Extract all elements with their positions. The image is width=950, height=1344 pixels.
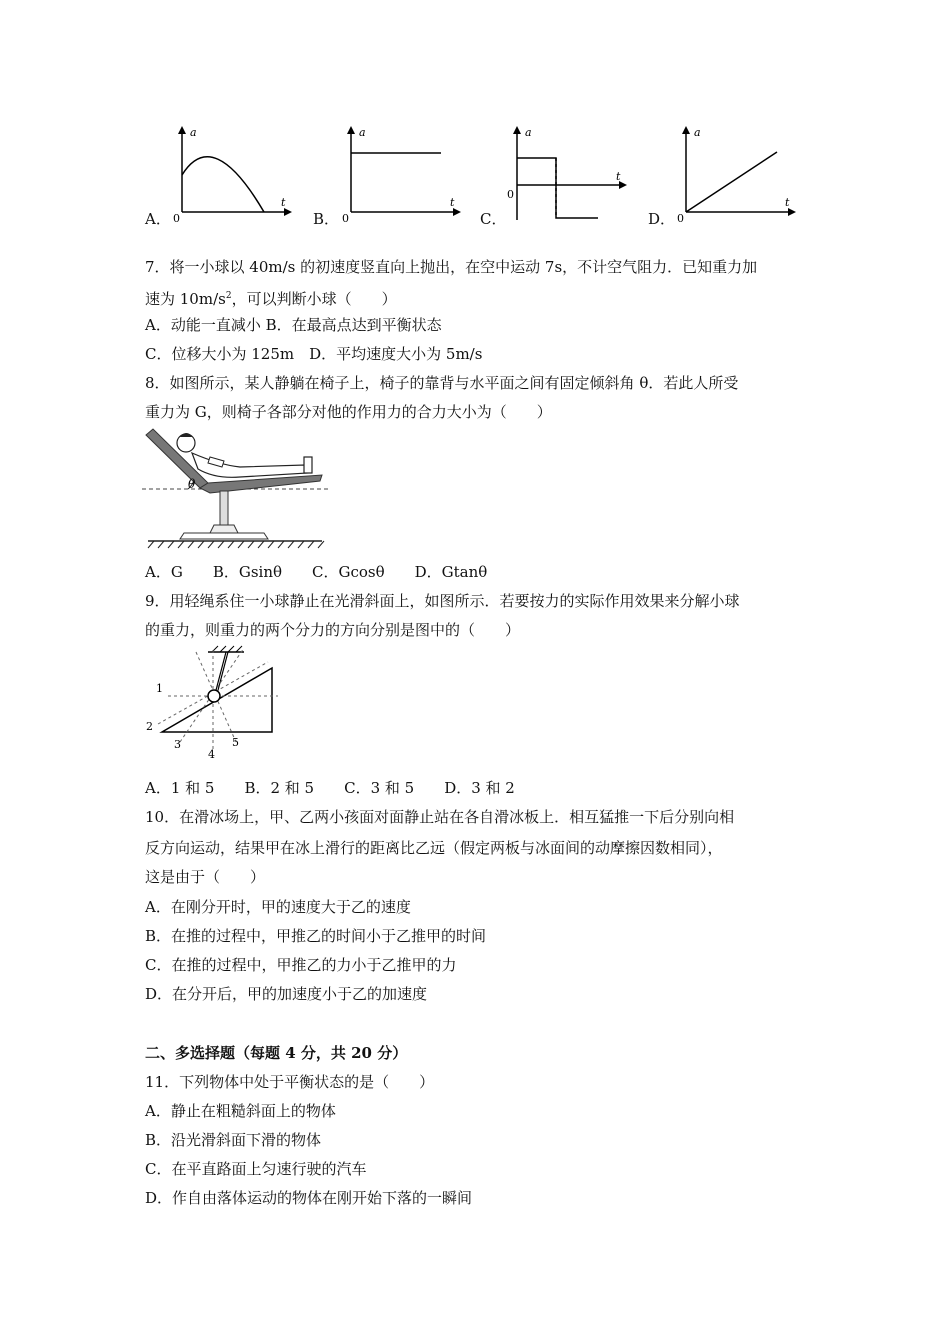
q7-stem-line1: 7．将一小球以 40m/s 的初速度竖直向上抛出，在空中运动 7s，不计空气阻力．已知重力加 [145, 258, 758, 276]
q6-graph-a [168, 120, 293, 225]
q6-d-origin-label: 0 [677, 212, 684, 225]
q10-option-d: D．在分开后，甲的加速度小于乙的加速度 [145, 985, 428, 1003]
q7-stem-line2b: ，可以判断小球（ ） [231, 290, 397, 308]
q6-b-axis-x-label: t [450, 196, 455, 209]
q10-stem-line3: 这是由于（ ） [145, 868, 266, 886]
q10-stem-line2: 反方向运动，结果甲在冰上滑行的距离比乙远（假定两板与冰面间的动摩擦因数相同）， [145, 839, 723, 857]
section2-heading: 二、多选择题（每题 4 分，共 20 分） [145, 1044, 408, 1062]
q9-stem-line2: 的重力，则重力的两个分力的方向分别是图中的（ ） [145, 621, 521, 639]
q6-b-axis-y-label: a [359, 126, 366, 139]
q10-stem-line1: 10．在滑冰场上，甲、乙两小孩面对面静止站在各自滑冰板上．相互猛推一下后分别向相 [145, 808, 735, 826]
q11-stem: 11．下列物体中处于平衡状态的是（ ） [145, 1073, 435, 1091]
q7-stem-line2 [145, 286, 397, 309]
q8-stem-line1: 8．如图所示，某人静躺在椅子上，椅子的靠背与水平面之间有固定倾斜角 θ．若此人所受 [145, 374, 739, 392]
q10-option-c: C．在推的过程中，甲推乙的力小于乙推甲的力 [145, 956, 457, 974]
q9-direction-label-3: 3 [174, 738, 181, 751]
q8-options: A．G B．Gsinθ C．Gcosθ D．Gtanθ [145, 563, 488, 581]
q6-graph-b [337, 120, 462, 225]
q11-option-c: C．在平直路面上匀速行驶的汽车 [145, 1160, 367, 1178]
q6-a-axis-x-label: t [281, 196, 286, 209]
q6-c-origin-label: 0 [507, 188, 514, 201]
q6-c-axis-x-label: t [616, 170, 621, 183]
q8-reclining-chair-figure [140, 425, 330, 550]
q9-incline-ball-figure [140, 642, 290, 760]
q7-options-ab: A．动能一直减小 B．在最高点达到平衡状态 [145, 316, 442, 334]
q9-direction-label-2: 2 [146, 720, 153, 733]
q7-options-cd: C．位移大小为 125m D．平均速度大小为 5m/s [145, 345, 483, 363]
q10-option-a: A．在刚分开时，甲的速度大于乙的速度 [145, 898, 411, 916]
q9-direction-label-4: 4 [208, 748, 215, 760]
q7-superscript: 2 [225, 291, 232, 301]
q6-a-axis-y-label: a [190, 126, 197, 139]
q6-option-d-label: D． [648, 210, 676, 228]
q6-c-axis-y-label: a [525, 126, 532, 139]
q9-direction-label-5: 5 [232, 736, 239, 749]
q6-graph-c [503, 120, 628, 225]
q9-stem-line1: 9．用轻绳系住一小球静止在光滑斜面上，如图所示．若要按力的实际作用效果来分解小球 [145, 592, 740, 610]
q9-direction-label-1: 1 [156, 682, 163, 695]
q6-option-a-label: A． [145, 210, 171, 228]
q11-option-d: D．作自由落体运动的物体在刚开始下落的一瞬间 [145, 1189, 473, 1207]
q9-options: A．1 和 5 B．2 和 5 C．3 和 5 D．3 和 2 [145, 779, 515, 797]
q6-d-axis-y-label: a [694, 126, 701, 139]
q6-option-c-label: C． [480, 210, 507, 228]
q6-option-b-label: B． [313, 210, 340, 228]
q8-stem-line2: 重力为 G，则椅子各部分对他的作用力的合力大小为（ ） [145, 403, 552, 421]
q6-a-origin-label: 0 [173, 212, 180, 225]
q8-theta-label: θ [188, 477, 196, 491]
q6-graph-d [672, 120, 797, 225]
q6-b-origin-label: 0 [342, 212, 349, 225]
q11-option-b: B．沿光滑斜面下滑的物体 [145, 1131, 322, 1149]
q10-option-b: B．在推的过程中，甲推乙的时间小于乙推甲的时间 [145, 927, 487, 945]
q6-d-axis-x-label: t [785, 196, 790, 209]
q11-option-a: A．静止在粗糙斜面上的物体 [145, 1102, 336, 1120]
q7-stem-line2a: 速为 10m/s [145, 290, 226, 308]
